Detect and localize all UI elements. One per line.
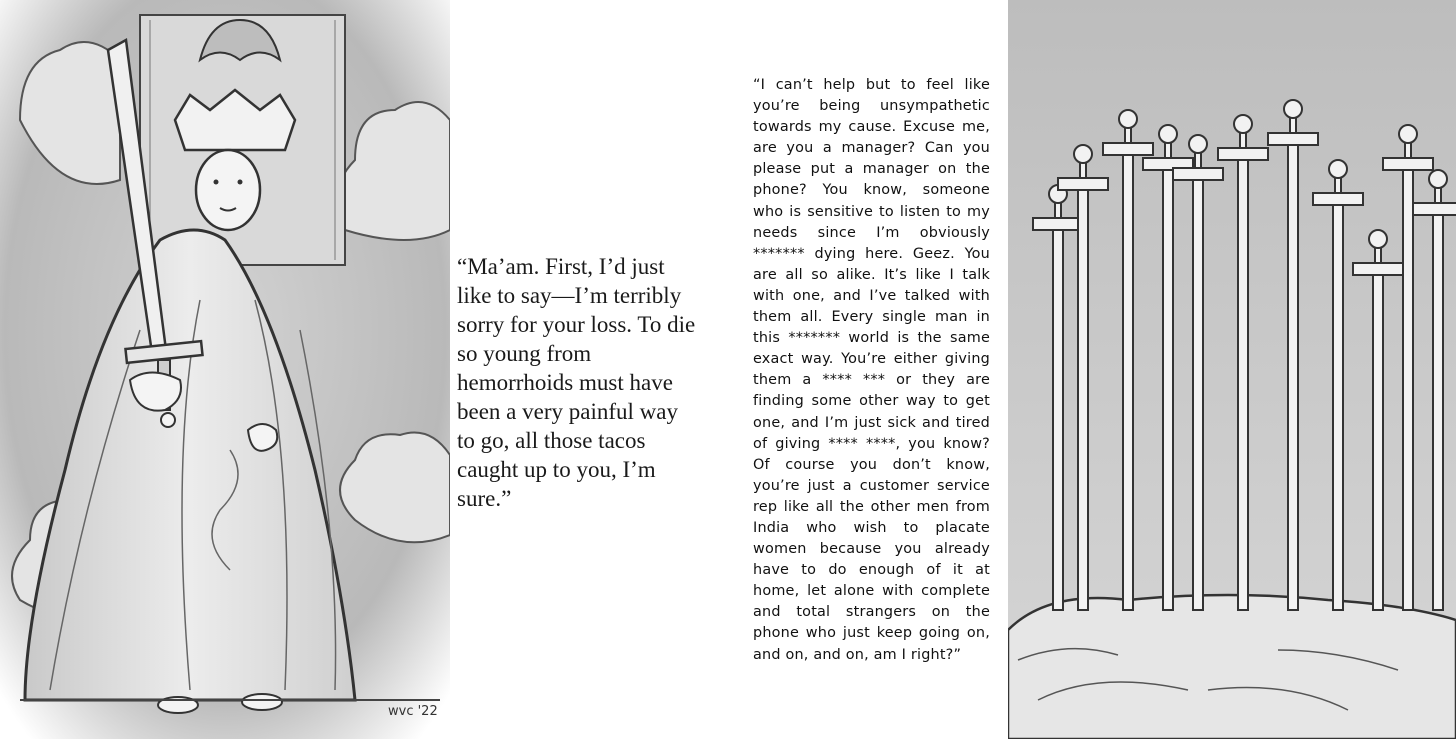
- sword-guard: [1353, 263, 1403, 275]
- sword-blade: [1433, 215, 1443, 610]
- sword-guard: [1268, 133, 1318, 145]
- sword-blade: [1333, 205, 1343, 610]
- sword-pommel: [1399, 125, 1417, 143]
- sword-pommel: [1189, 135, 1207, 153]
- sword-pommel: [1284, 100, 1302, 118]
- sword-blade: [1078, 190, 1088, 610]
- sword-guard: [1313, 193, 1363, 205]
- sword-blade: [1403, 170, 1413, 610]
- sword-pommel: [1159, 125, 1177, 143]
- sword-guard: [1413, 203, 1456, 215]
- left-illustration: [0, 0, 450, 739]
- sword-blade: [1288, 145, 1298, 610]
- sword-pommel: [1429, 170, 1447, 188]
- sword-guard: [1103, 143, 1153, 155]
- sword-pommel: [1369, 230, 1387, 248]
- sword-pommel: [1234, 115, 1252, 133]
- sword-blade: [1238, 160, 1248, 610]
- sword-blade: [1373, 275, 1383, 610]
- sword-guard: [1218, 148, 1268, 160]
- sword-pommel: [1074, 145, 1092, 163]
- sword-blade: [1053, 230, 1063, 610]
- swords-on-island-icon: [1008, 0, 1456, 739]
- artist-signature: wvc '22: [388, 704, 438, 719]
- quote-left: “Ma’am. First, I’d just like to say—I’m terribly sorry for your loss. To die so young from hemorrhoids must have been a very painful way to go, all those tacos caught up to you, I’m sure.”: [457, 254, 696, 511]
- sword-guard: [1033, 218, 1083, 230]
- robed-queen-with-sword-icon: [0, 0, 450, 739]
- sword-guard: [1383, 158, 1433, 170]
- sword-pommel: [1119, 110, 1137, 128]
- right-illustration: [1008, 0, 1456, 739]
- sword-guard: [1173, 168, 1223, 180]
- quote-right: “I can’t help but to feel like you’re being unsympathetic towards my cause. Excuse me, are you a manager? Can you please put a manager on the phone? You know, someone who is sensitive to listen to my needs since I’m obviously ******* dying here. Geez. You are all so alike. It’s like I talk with one, and I’ve talked with them all. Every single man in this ******* world is the same exact way. You’re either giving them a **** *** or they are finding some other way to get one, and I’m just sick and tired of giving **** ****, you know? Of course you don’t know, you’re just a customer service rep like all the other men from India who wish to placate women because you already have to do enough of it at home, let alone with complete and total strangers on the phone who just keep going on, and on, and on, am I right?”: [753, 77, 990, 663]
- sword-blade: [1163, 170, 1173, 610]
- sword-guard: [1058, 178, 1108, 190]
- sword-blade: [1123, 155, 1133, 610]
- sword-pommel: [1329, 160, 1347, 178]
- sword-blade: [1193, 180, 1203, 610]
